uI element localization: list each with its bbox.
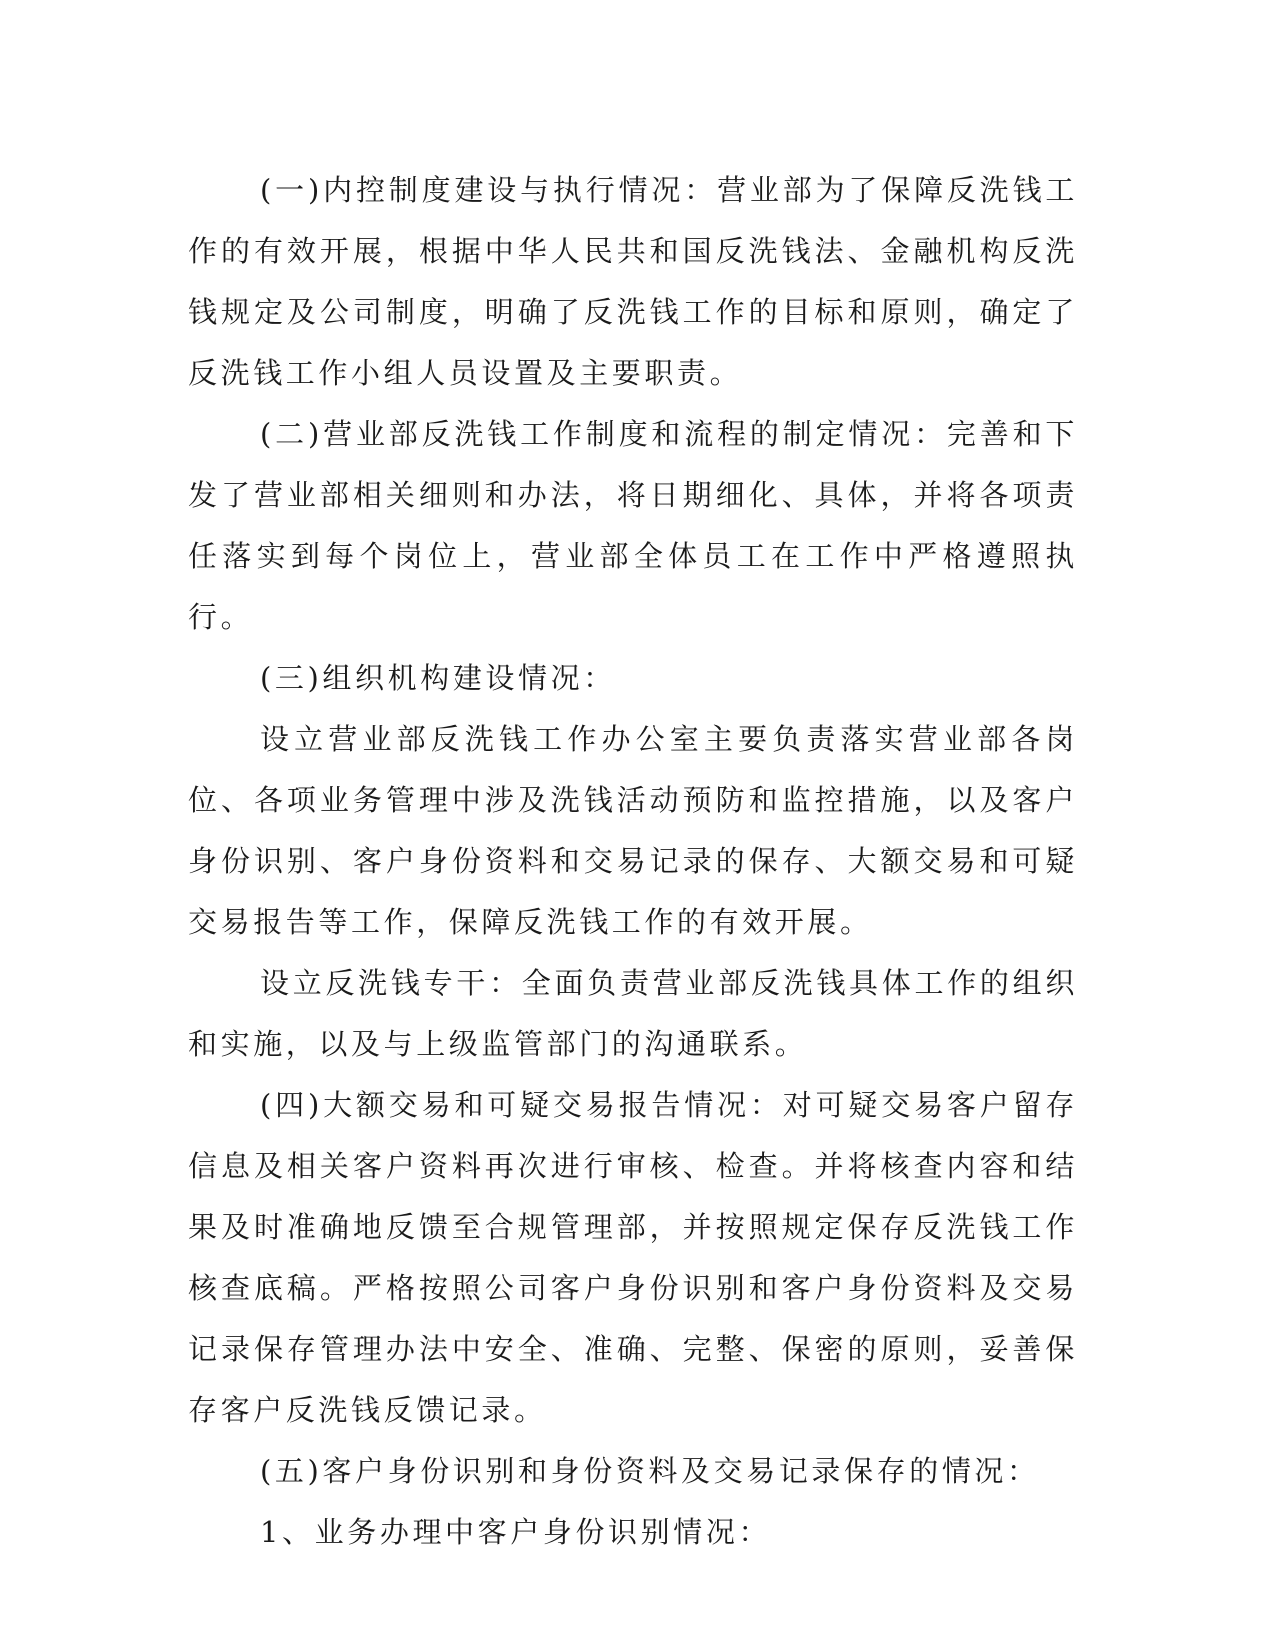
paragraph-customer-identification-heading: (五)客户身份识别和身份资料及交易记录保存的情况： xyxy=(260,1454,1040,1488)
paragraph-system-and-process: (二)营业部反洗钱工作制度和流程的制定情况：完善和下发了营业部相关细则和办法，将日期细化、具体，并将各项责任落实到每个岗位上，营业部全体员工在工作中严格遵照执行。 xyxy=(188,417,1078,634)
document-body xyxy=(188,160,1078,1563)
paragraph-organization-heading: (三)组织机构建设情况： xyxy=(260,661,616,695)
paragraph-internal-control: (一)内控制度建设与执行情况：营业部为了保障反洗钱工作的有效开展，根据中华人民共和国反洗钱法、金融机构反洗钱规定及公司制度，明确了反洗钱工作的目标和原则，确定了反洗钱工作小组人员设置及主要职责。 xyxy=(188,173,1078,390)
paragraph-large-suspicious-reports: (四)大额交易和可疑交易报告情况：对可疑交易客户留存信息及相关客户资料再次进行审核、检查。并将核查内容和结果及时准确地反馈至合规管理部，并按照规定保存反洗钱工作核查底稿。严格按照公司客户身份识别和客户身份资料及交易记录保存管理办法中安全、准确、完整、保密的原则，妥善保存客户反洗钱反馈记录。 xyxy=(188,1088,1078,1427)
paragraph-aml-specialist: 设立反洗钱专干：全面负责营业部反洗钱具体工作的组织和实施，以及与上级监管部门的沟通联系。 xyxy=(188,966,1078,1061)
paragraph-business-identification: 1、业务办理中客户身份识别情况： xyxy=(260,1515,772,1549)
paragraph-aml-office: 设立营业部反洗钱工作办公室主要负责落实营业部各岗位、各项业务管理中涉及洗钱活动预防和监控措施，以及客户身份识别、客户身份资料和交易记录的保存、大额交易和可疑交易报告等工作，保障反洗钱工作的有效开展。 xyxy=(188,722,1078,939)
